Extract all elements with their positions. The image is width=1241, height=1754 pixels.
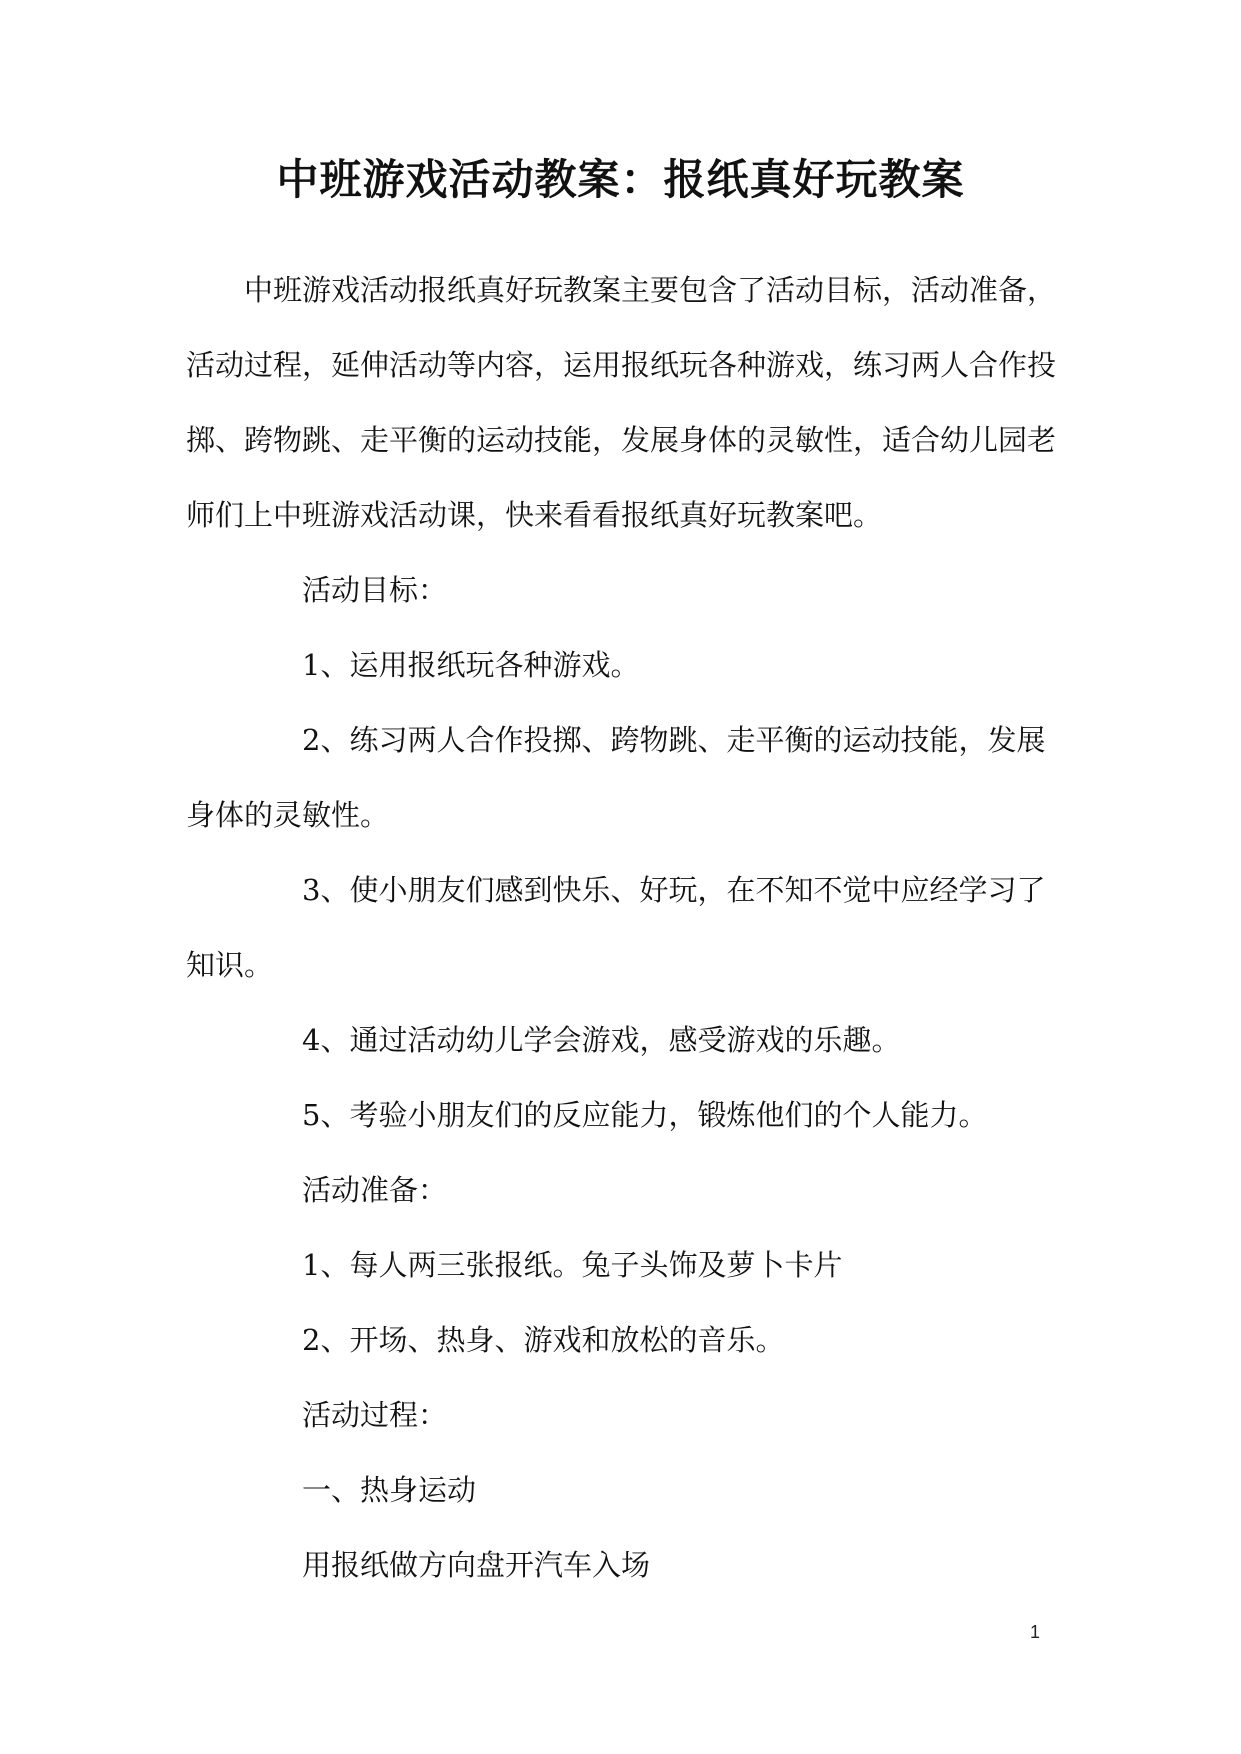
process-item: 一、热身运动 [302,1473,477,1507]
document-body [186,253,1056,1603]
goal-item: 1、运用报纸玩各种游戏。 [302,648,640,682]
prep-heading: 活动准备： [302,1173,448,1207]
goals-heading: 活动目标： [302,573,448,607]
document-title: 中班游戏活动教案：报纸真好玩教案 [276,155,965,204]
page-number: 1 [1030,1622,1041,1642]
process-heading: 活动过程： [302,1398,448,1432]
process-item: 用报纸做方向盘开汽车入场 [302,1548,651,1582]
goal-item: 2、练习两人合作投掷、跨物跳、走平衡的运动技能，发展身体的灵敏性。 [186,723,1046,832]
goal-item: 3、使小朋友们感到快乐、好玩，在不知不觉中应经学习了知识。 [186,873,1046,982]
intro-paragraph: 中班游戏活动报纸真好玩教案主要包含了活动目标，活动准备，活动过程，延伸活动等内容，运用报纸玩各种游戏，练习两人合作投掷、跨物跳、走平衡的运动技能，发展身体的灵敏性，适合幼儿园老师们上中班游戏活动课，快来看看报纸真好玩教案吧。 [186,273,1057,532]
goal-item: 4、通过活动幼儿学会游戏，感受游戏的乐趣。 [302,1023,901,1057]
prep-item: 1、每人两三张报纸。兔子头饰及萝卜卡片 [302,1248,843,1282]
prep-item: 2、开场、热身、游戏和放松的音乐。 [302,1323,785,1357]
goal-item: 5、考验小朋友们的反应能力，锻炼他们的个人能力。 [302,1098,988,1132]
